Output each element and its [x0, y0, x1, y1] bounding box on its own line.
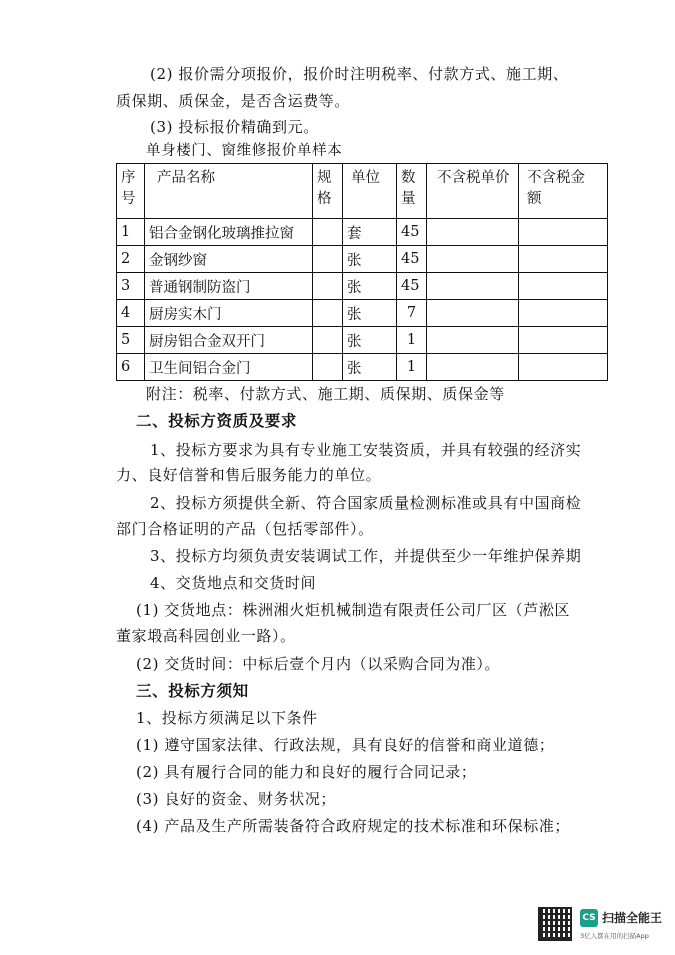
section-2-p1-line2: 力、良好信誉和售后服务能力的单位。 — [116, 466, 382, 484]
section-3-heading: 三、投标方须知 — [136, 681, 249, 700]
header-name: 产品名称 — [145, 164, 313, 219]
cell-unit: 张 — [343, 354, 397, 381]
cell-unit: 张 — [343, 300, 397, 327]
section-2-p4: 4、交货地点和交货时间 — [150, 574, 317, 592]
table-row — [117, 327, 608, 354]
watermark-subtitle: 3亿人都在用的扫描App — [580, 932, 649, 940]
cell-amount — [519, 246, 608, 273]
cell-unit: 张 — [343, 273, 397, 300]
cell-amount — [519, 300, 608, 327]
section-2-p1-line1: 1、投标方要求为具有专业施工安装资质，并具有较强的经济实 — [150, 441, 582, 459]
cell-spec — [313, 300, 343, 327]
cell-price — [427, 273, 519, 300]
table-row — [117, 219, 608, 246]
cell-spec — [313, 219, 343, 246]
cell-seq: 4 — [117, 300, 145, 327]
section-3-condition-3: (3) 良好的资金、财务状况； — [136, 790, 337, 808]
pricing-note-2-line1: (2) 报价需分项报价，报价时注明税率、付款方式、施工期、 — [150, 65, 569, 83]
cell-spec — [313, 354, 343, 381]
cell-amount — [519, 273, 608, 300]
section-3-condition-1: (1) 遵守国家法律、行政法规，具有良好的信誉和商业道德； — [136, 736, 555, 754]
section-2-p2-line2: 部门合格证明的产品（包括零部件）。 — [116, 520, 374, 538]
cell-qty: 45 — [397, 273, 427, 300]
cell-amount — [519, 354, 608, 381]
table-row — [117, 300, 608, 327]
header-seq: 序 号 — [117, 164, 145, 219]
qr-code-icon — [538, 907, 572, 941]
header-price-ex-tax: 不含税单价 — [427, 164, 519, 219]
cell-unit: 套 — [343, 219, 397, 246]
cell-qty: 7 — [397, 300, 427, 327]
pricing-note-2-line2: 质保期、质保金，是否含运费等。 — [116, 92, 351, 110]
cell-spec — [313, 327, 343, 354]
section-2-p4-1-line1: (1) 交货地点：株洲湘火炬机械制造有限责任公司厂区（芦淞区 — [136, 601, 571, 619]
cell-amount — [519, 219, 608, 246]
table-row — [117, 273, 608, 300]
table-row — [117, 246, 608, 273]
section-2-p3: 3、投标方均须负责安装调试工作，并提供至少一年维护保养期 — [150, 547, 582, 565]
cell-unit: 张 — [343, 246, 397, 273]
cell-qty: 1 — [397, 327, 427, 354]
cell-name: 卫生间铝合金门 — [145, 354, 313, 381]
table-title: 单身楼门、窗维修报价单样本 — [146, 143, 343, 159]
cell-qty: 45 — [397, 219, 427, 246]
watermark-title: 扫描全能王 — [602, 911, 663, 925]
cell-price — [427, 354, 519, 381]
section-3-condition-2: (2) 具有履行合同的能力和良好的履行合同记录； — [136, 763, 477, 781]
section-2-p4-2: (2) 交货时间：中标后壹个月内（以采购合同为准）。 — [136, 655, 501, 673]
scanner-watermark — [538, 907, 666, 947]
camscanner-logo-icon: CS — [580, 909, 598, 927]
cell-name: 厨房铝合金双开门 — [145, 327, 313, 354]
table-row — [117, 354, 608, 381]
section-3-p1: 1、投标方须满足以下条件 — [136, 709, 318, 727]
cell-qty: 45 — [397, 246, 427, 273]
cell-price — [427, 246, 519, 273]
quotation-table — [116, 163, 608, 381]
cell-seq: 2 — [117, 246, 145, 273]
cell-qty: 1 — [397, 354, 427, 381]
header-unit: 单位 — [343, 164, 397, 219]
table-header-row — [117, 164, 608, 219]
cell-name: 普通钢制防盗门 — [145, 273, 313, 300]
cell-spec — [313, 273, 343, 300]
cell-name: 铝合金钢化玻璃推拉窗 — [145, 219, 313, 246]
cell-amount — [519, 327, 608, 354]
header-spec: 规 格 — [313, 164, 343, 219]
cell-seq: 3 — [117, 273, 145, 300]
cell-seq: 5 — [117, 327, 145, 354]
cell-seq: 6 — [117, 354, 145, 381]
header-qty: 数 量 — [397, 164, 427, 219]
cell-name: 厨房实木门 — [145, 300, 313, 327]
cell-unit: 张 — [343, 327, 397, 354]
cell-name: 金钢纱窗 — [145, 246, 313, 273]
cell-spec — [313, 246, 343, 273]
section-2-p4-1-line2: 董家塅高科园创业一路）。 — [116, 627, 296, 645]
section-2-p2-line1: 2、投标方须提供全新、符合国家质量检测标准或具有中国商检 — [150, 494, 582, 512]
section-2-heading: 二、投标方资质及要求 — [136, 411, 298, 430]
cell-price — [427, 219, 519, 246]
cell-seq: 1 — [117, 219, 145, 246]
pricing-note-3: (3) 投标报价精确到元。 — [150, 118, 319, 136]
header-amount-ex-tax: 不含税金 额 — [519, 164, 608, 219]
section-3-condition-4: (4) 产品及生产所需装备符合政府规定的技术标准和环保标准； — [136, 817, 571, 835]
cell-price — [427, 327, 519, 354]
cell-price — [427, 300, 519, 327]
table-footnote: 附注：税率、付款方式、施工期、质保期、质保金等 — [146, 385, 505, 403]
